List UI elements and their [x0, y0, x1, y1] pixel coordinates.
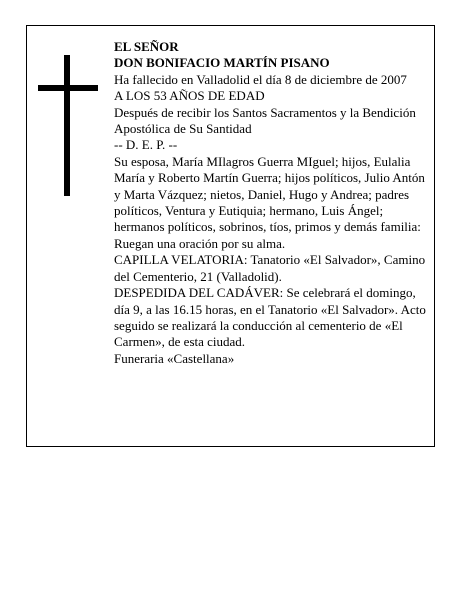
- deceased-age: A LOS 53 AÑOS DE EDAD: [114, 88, 265, 104]
- obituary-text: [114, 39, 430, 367]
- deceased-name: DON BONIFACIO MARTÍN PISANO: [114, 55, 330, 71]
- death-announcement: Ha fallecido en Valladolid el día 8 de diciembre de 2007: [114, 71, 407, 87]
- cross-horizontal-bar: [38, 85, 98, 91]
- family-list: Su esposa, María MIlagros Guerra MIguel; hijos, Eulalia María y Roberto Martín Guerra; hijos políticos, Julio Antón y Marta Vázquez; nietos, Daniel, Hugo y Andrea; padres políticos, Ventura y Eutiquia; hermano, Luis Ángel; hermanos políticos, sobrinos, tíos, primos y demás familia:: [114, 153, 425, 235]
- sacraments-text: Después de recibir los Santos Sacramentos y la Bendición Apostólica de Su Santidad: [114, 104, 416, 137]
- prayer-request: Ruegan una oración por su alma.: [114, 235, 286, 251]
- deceased-title: EL SEÑOR: [114, 39, 179, 54]
- rip-text: -- D. E. P. --: [114, 137, 178, 153]
- cross-vertical-bar: [64, 55, 70, 196]
- chapel-info: CAPILLA VELATORIA: Tanatorio «El Salvador», Camino del Cementerio, 21 (Valladolid).: [114, 252, 426, 284]
- funeral-info: DESPEDIDA DEL CADÁVER: Se celebrará el domingo, día 9, a las 16.15 horas, en el Tanatorio «El Salvador». Acto seguido se realizará la conducción al cementerio de «El Carmen», de esta ciudad.: [114, 285, 426, 350]
- cross-icon: [38, 55, 98, 196]
- funeral-home: Funeraria «Castellana»: [114, 350, 235, 366]
